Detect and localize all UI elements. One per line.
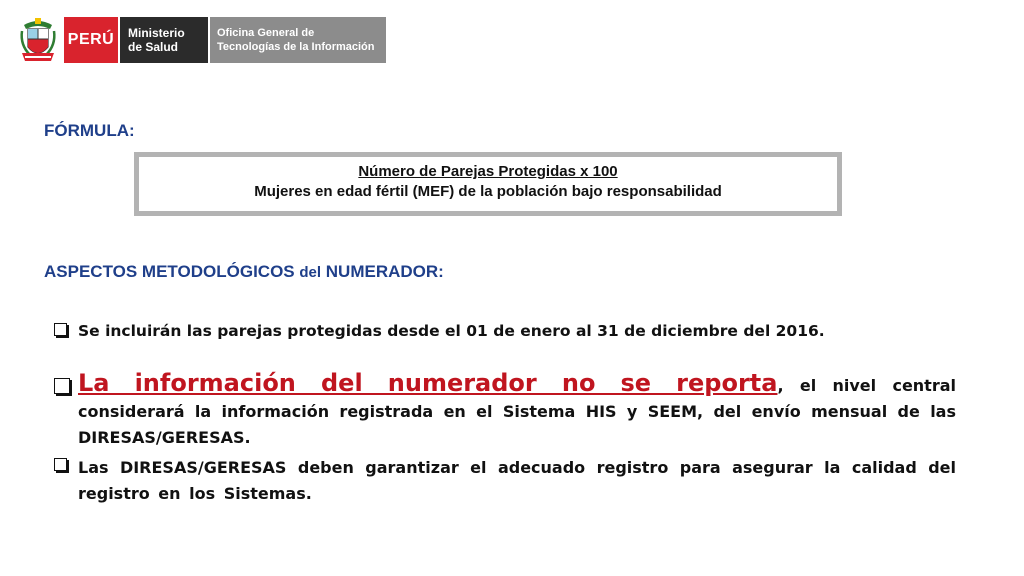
office-logo-box [210, 17, 386, 63]
bullet-text-2-rest: , el nivel central considerará la información registrada en el Sistema HIS y SEEM, del envío mensual de las DIRESAS/GERESAS. [78, 376, 957, 447]
aspectos-heading-part-2: del [299, 264, 322, 281]
office-line-2: Tecnologías de la Información [217, 41, 375, 53]
formula-heading: FÓRMULA: [44, 121, 135, 140]
office-line-1: Oficina General de [217, 27, 315, 39]
bullet-text-1: Se incluirán las parejas protegidas desde el 01 de enero al 31 de diciembre del 2016. [78, 322, 825, 340]
bullet-item-2 [54, 370, 956, 451]
ministry-line-2: de Salud [128, 40, 179, 54]
ministry-logo-box [120, 17, 208, 63]
bullet-item-1 [54, 320, 956, 343]
bullet-text-2 [78, 370, 956, 451]
bullet-highlight: La información del numerador no se reporta [78, 369, 778, 397]
aspectos-heading-part-1: ASPECTOS METODOLÓGICOS [44, 262, 300, 281]
header [18, 14, 386, 66]
checkbox-bullet-icon [54, 323, 67, 336]
formula-box [134, 152, 842, 216]
formula-denominator: Mujeres en edad fértil (MEF) de la población bajo responsabilidad [254, 183, 722, 200]
country-label: PERÚ [67, 31, 115, 48]
checkbox-bullet-icon [54, 458, 67, 471]
formula-numerator: Número de Parejas Protegidas x 100 [358, 163, 618, 180]
coat-of-arms-icon [18, 15, 58, 65]
bullet-text-3: Las DIRESAS/GERESAS deben garantizar el adecuado registro para asegurar la calidad del registro en los Sistemas. [78, 458, 956, 503]
ministry-line-1: Ministerio [128, 26, 185, 40]
checkbox-bullet-icon [54, 378, 70, 394]
peru-logo-box [64, 17, 118, 63]
aspectos-heading-part-3: NUMERADOR: [321, 262, 444, 281]
aspectos-heading [44, 262, 444, 282]
bullet-item-3 [54, 455, 956, 507]
